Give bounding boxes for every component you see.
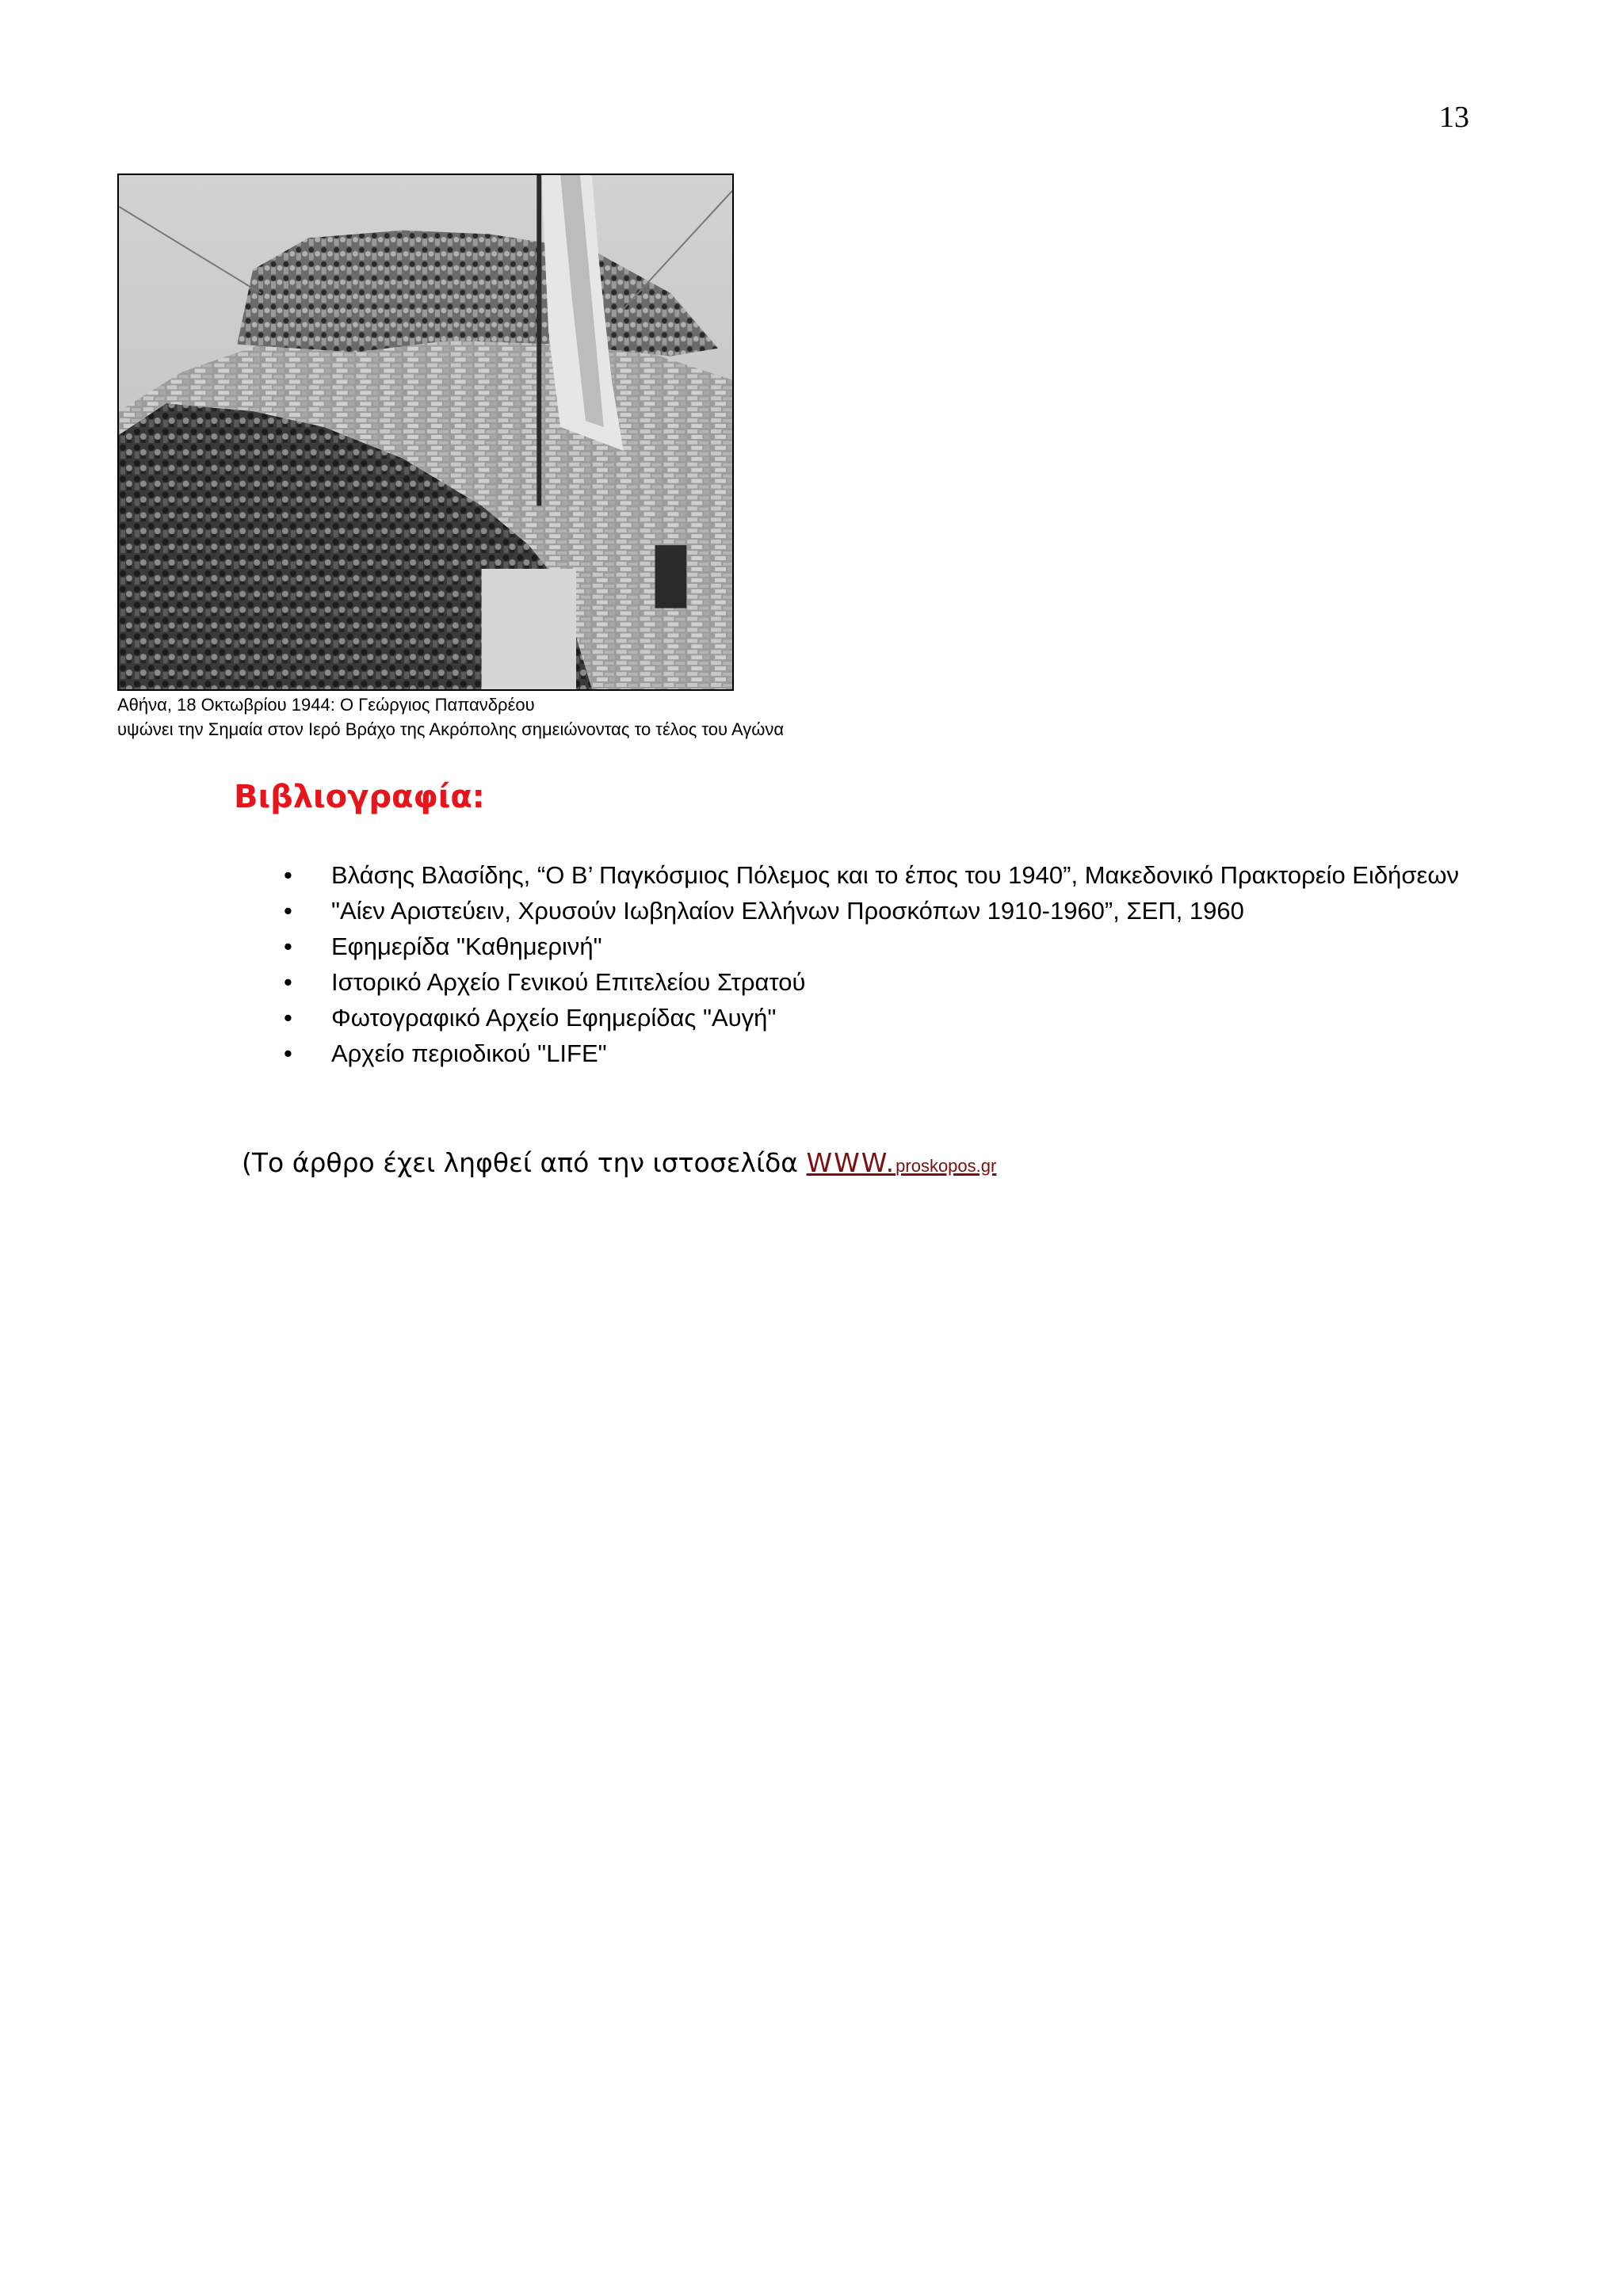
bibliography-item — [284, 964, 1504, 1000]
bibliography-item-text: Φωτογραφικό Αρχείο Εφημερίδας "Αυγή" — [331, 1004, 777, 1032]
photo-caption — [117, 692, 784, 742]
source-text: (Το άρθρο έχει ληφθεί από την ιστοσελίδα — [242, 1147, 807, 1178]
bibliography-item-text: "Αίεν Αριστεύειν, Χρυσούν Ιωβηλαίον Ελλήνων Προσκόπων 1910-1960”, ΣΕΠ, 1960 — [331, 897, 1244, 925]
photo-image — [119, 175, 732, 689]
page-number: 13 — [1439, 101, 1469, 134]
bibliography-item-text: Αρχείο περιοδικού "LIFE" — [331, 1039, 607, 1067]
bibliography-item-text: Βλάσης Βλασίδης, “Ο Β’ Παγκόσμιος Πόλεμος και το έπος του 1940”, Μακεδονικό Πρακτορείο Ειδήσεων — [331, 861, 1460, 889]
source-note — [242, 1144, 996, 1185]
source-link-domain[interactable]: proskopos.gr — [896, 1156, 997, 1176]
bibliography-item — [284, 1000, 1504, 1035]
bibliography-list — [284, 857, 1504, 1071]
caption-line-2: υψώνει την Σημαία στον Ιερό Βράχο της Ακρόπολης σημειώνοντας το τέλος του Αγώνα — [117, 719, 785, 739]
bullet-icon: • — [284, 968, 292, 996]
caption-line-1: Αθήνα, 18 Οκτωβρίου 1944: Ο Γεώργιος Παπανδρέου — [117, 695, 535, 715]
bibliography-item — [284, 1035, 1504, 1071]
bullet-icon: • — [284, 933, 292, 960]
bibliography-item — [284, 893, 1504, 929]
bibliography-heading: Βιβλιογραφία: — [234, 779, 485, 815]
bibliography-item — [284, 857, 1504, 893]
bibliography-item-text: Εφημερίδα "Καθημερινή" — [331, 933, 602, 960]
bullet-icon: • — [284, 897, 292, 925]
source-link[interactable] — [807, 1147, 997, 1178]
bullet-icon: • — [284, 861, 292, 889]
bullet-icon: • — [284, 1004, 292, 1032]
bibliography-item — [284, 929, 1504, 964]
historical-photo — [117, 174, 734, 691]
bullet-icon: • — [284, 1039, 292, 1067]
bibliography-item-text: Ιστορικό Αρχείο Γενικού Επιτελείου Στρατού — [331, 968, 806, 996]
source-link-www[interactable]: WWW. — [806, 1147, 896, 1178]
